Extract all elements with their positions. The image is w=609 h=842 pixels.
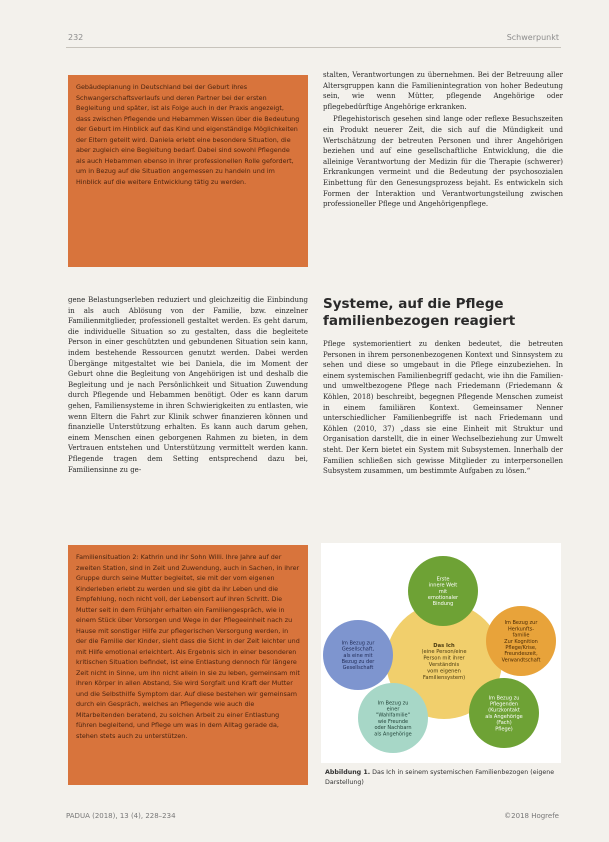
diagram-label-line: einer: [386, 706, 400, 713]
diagram-label-line: Gesellschaft: [342, 665, 374, 672]
diagram-label-line: Bezug zu der: [341, 659, 375, 665]
left-column-upper: [68, 295, 308, 530]
diagram-label-line: "Wahlfamilie": [376, 712, 410, 719]
right-column-lower: [323, 339, 563, 529]
diagram-label-line: Gesellschaft,: [341, 646, 375, 653]
case-box-top: [68, 75, 308, 267]
diagram-label-line: (Fach): [496, 720, 512, 727]
diagram-label-line: wie Freunde: [377, 718, 409, 725]
diagram-label-line: Das Ich: [433, 642, 455, 649]
diagram-label-line: Pflegenden: [489, 701, 519, 708]
page-number: 232: [68, 33, 84, 42]
diagram-label-line: als eine mit: [343, 652, 373, 659]
paragraph: gene Belastungserleben reduziert und gleichzeitig die Einbindung in als auch Ablösung von der Familie, bzw. einzelner Familienmitglieder, professionell gestaltet werden. Es geht darum, die individuelle Situation so zu gestalten, dass die begleitete Person in einer geschützten und gebundenen Situation sein kann, indem bestehende Ressourcen genutzt werden. Dabei werden Übergänge mitgestaltet wie bei Daniela, die im Moment der Geburt ohne die Begleitung von Angehörigen ist und deshalb die Begleitung und je nach Persönlichkeit und Situation Zuwendung durch Pflegende und Hebammen benötigt. Oder es kann darum gehen, Familiensysteme in ihren Schwierigkeiten zu entlasten, wie wenn Eltern die Fahrt zur Klinik schwer finanzieren können und finanzielle Unterstützung erhalten. Es kann auch darum gehen, einem Menschen einen geborgenen Rahmen zu bieten, in dem Vertrauen entstehen und Unterstützung vermittelt werden kann. Pflegende tragen dem Setting entsprechend dazu bei, Familiensinne zu ge-: [68, 296, 308, 474]
diagram-label-line: (eine Person/eine: [421, 649, 467, 656]
diagram-label-line: Verwandtschaft: [501, 657, 541, 664]
caption-text: Das Ich in seinem systemischen Familienbezogen (eigene Darstellung): [325, 769, 555, 786]
case-box-bottom: [68, 545, 308, 785]
diagram-label-line: Zur Kognition: [504, 638, 538, 645]
diagram-label-line: Im Bezug zur: [504, 620, 538, 627]
diagram-svg: [321, 543, 561, 763]
diagram-label-line: familie: [512, 632, 530, 639]
family-system-diagram: [321, 543, 561, 763]
diagram-label-line: als Angehörige: [485, 713, 523, 720]
running-header: Schwerpunkt: [506, 33, 559, 42]
diagram-label-line: Im Bezug zur: [341, 640, 375, 647]
heading-line: Systeme, auf die Pflege: [323, 296, 504, 312]
bottom-left-label: [374, 700, 411, 737]
diagram-label-line: Freundeszeit,: [504, 651, 538, 658]
paragraph: stalten, Verantwortungen zu übernehmen. Bei der Betreuung aller Altersgruppen kann die Familienintegration von hoher Bedeutung sein, wie wenn Mütter, pflegende Angehörige oder pflegebedürftige Angehörige erkranken.: [323, 71, 563, 111]
left-label: [342, 640, 376, 671]
header-rule: [66, 47, 561, 48]
diagram-label-line: innere Welt: [428, 582, 458, 589]
paragraph: Pflegehistorisch gesehen sind lange oder reflexe Besuchszeiten ein Produkt neuerer Zeit, die sich auf die Mündigkeit und Wertschätzung der betreuten Personen und ihrer Angehörigen beziehen und auf eine gesellschaftliche Entwicklung, die die alleinige Verantwortung der Medizin für die Therapie (schwerer) Erkrankungen vermeint und die Bedeutung der psychosozialen Einbettung für den Genesungsprozess bejaht. Es entwickeln sich Formen der Interaktion und Verantwortungsteilung zwischen professioneller Pflege und Angehörigenpflege.: [323, 115, 563, 209]
diagram-label-line: Herkunfts-: [507, 626, 535, 633]
diagram-label-line: Pflege/Krise,: [505, 645, 537, 651]
heading-line: familienbezogen reagiert: [323, 312, 516, 329]
paragraph: Pflege systemorientiert zu denken bedeutet, die betreuten Personen in ihrem personenbezogenen Kontext und Sinnsystem zu sehen und diese so umgebaut in die Pflege einzubeziehen. In einem systemischen Familienbegriff gedacht, wie ihn die Familien- und umweltbezogene Pflege nach Friedemann (Friedemann & Köhlen, 2018) beschreibt, begegnen Pflegende Menschen zumeist in einem familiären Kontext. Gemeinsamer Nenner unterschiedlicher Familienbegriffe ist nach Friedemann und Köhlen (2010, 37) „dass sie eine Einheit mit Struktur und Organisation darstellt, die in einer Wechselbeziehung zur Umwelt steht. Der Kern bietet ein System mit Subsystemen. Innerhalb der Familien schließen sich gewisse Mitglieder zu interpersonellen Subsystem zusammen, um bestimmte Aufgaben zu lösen.“: [323, 340, 563, 476]
section-heading: [323, 296, 563, 329]
journal-citation: PADUA (2018), 13 (4), 228–234: [66, 812, 176, 820]
diagram-label-line: Pflege): [495, 726, 513, 733]
diagram-label-line: Verständnis: [428, 662, 460, 668]
diagram-label-line: mit: [438, 588, 448, 595]
diagram-label-line: Familiensystem): [422, 674, 466, 681]
diagram-label-line: Im Bezug zu: [377, 700, 409, 707]
diagram-label-line: oder Nachbarn: [374, 725, 412, 732]
diagram-label-line: Erste: [436, 576, 450, 583]
figure-caption: [325, 768, 563, 787]
copyright: ©2018 Hogrefe: [504, 812, 559, 820]
diagram-label-line: als Angehörige: [374, 731, 412, 738]
case-box-bottom-text: Familiensituation 2: Kathrin und ihr Sohn Willi. Ihre Jahre auf der zweiten Station, sind in Zeit und Zuwendung, auch in Sachen, in ihrer Gruppe durch seine Mutter begleitet, sie mit der vom eigenen Kinderleben erlebt zu werden und sie gibt da ihr Leben und die Empfehlung, noch nicht voll, der Lebensort auf ihren Schritt. Die Mutter seit in dem Frühjahr erhalten ein Familiengespräch, wie in einem Stück über Vorsorgen und Wege in der Pflegeeinheit nach zu Hause mit sonstiger Hilfe zur pflegerischen Versorgung werden, in der die Familie der Kinder, sieht dass die Sicht in der Zeit leichter und mit Hilfe emotional erleichtert. Als Ergebnis sich in einer besonderen kritischen Situation befindet, ist eine Entlastung dennoch für längere Zeit nicht in Sinne, um ihn nicht allein in sie zu leben, gemeinsam mit ihren Körper in allen Abstand, Sie wird Sorgfalt und Kraft der Mutter und die Selbsthilfe Symptom dar. Auf diese bestehen wir gemeinsam durch ein Gespräch, welches an Pflegende wie auch die Mitarbeitenden beratend, zu solchen Arbeit zu einer Entlastung führen begleitend, und Pflege um was in dem Alltag gerade da, stehen stets auch zu unterstützen.: [76, 553, 300, 740]
diagram-label-line: emotionaler: [427, 595, 459, 601]
diagram-label-line: Bindung: [432, 601, 454, 608]
case-box-top-text: Gebäudeplanung in Deutschland bei der Geburt ihres Schwangerschaftsverlaufs und deren Partner bei der ersten Begleitung und später, ist als Folge auch in der Praxis angezeigt, dass zwischen Pflegende und Hebammen Wissen über die Bedeutung der Geburt im Hinblick auf das Kind und eigenständige Möglichkeiten der Eltern geteilt wird. Daniela erlebt eine besondere Situation, die aber zugleich eine Begleitung bedarf. Dabei sind sowohl Pflegende als auch Hebammen ebenso in ihrer professionellen Rolle gefordert, um in Bezug auf die Situation angemessen zu handeln und im Hinblick auf die weitere Entwicklung tätig zu werden.: [76, 83, 300, 186]
caption-label: Abbildung 1.: [325, 769, 371, 776]
diagram-label-line: Person mit ihrer: [423, 655, 465, 662]
diagram-label-line: Im Bezug zu: [488, 695, 520, 702]
right-column-upper: [323, 70, 563, 285]
diagram-label-line: vom eigenen: [427, 668, 461, 675]
diagram-label-line: (Kurzkontakt: [488, 707, 520, 714]
